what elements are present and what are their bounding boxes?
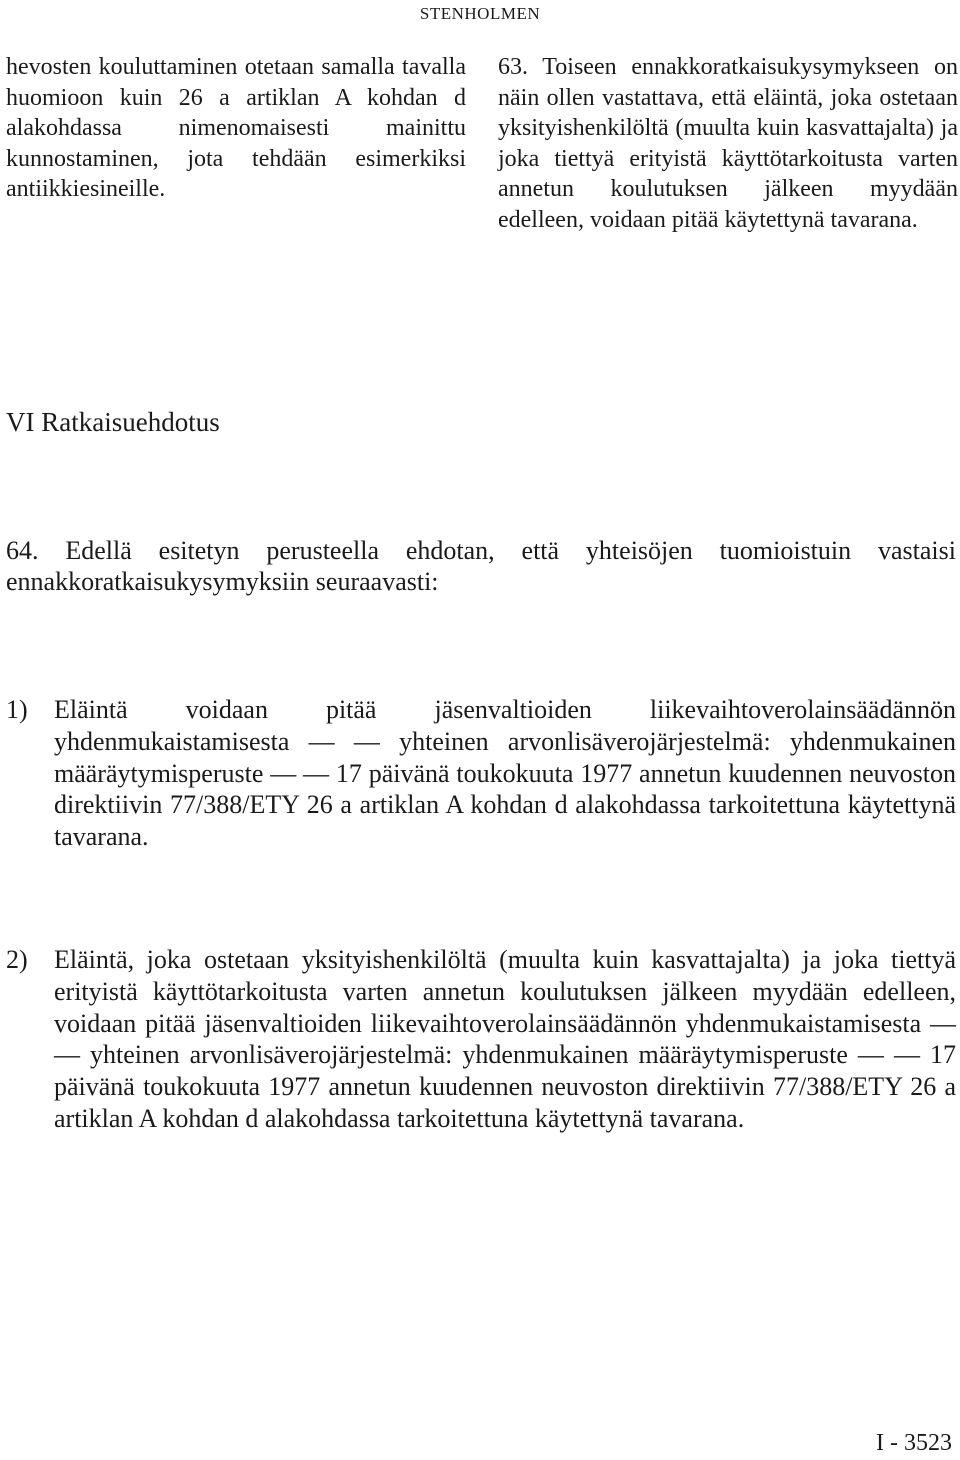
- answer-text: Eläintä voidaan pitää jäsenvaltioiden liikevaihtoverolainsäädännön yhdenmukaistamisesta — — yhteinen arvonlisäverojärjestelmä: yhdenmukainen määräytymisperuste — — 17 päivänä toukokuuta 1977 annetun kuudennen neuvoston direktiivin 77/388/ETY 26 a artiklan A kohdan d alakohdassa tarkoitettuna käytettynä tavarana.: [54, 695, 956, 852]
- answer-item-1: [6, 694, 956, 853]
- section-heading: VI Ratkaisuehdotus: [6, 407, 220, 437]
- left-column-paragraph: hevosten kouluttaminen otetaan samalla tavalla huomioon kuin 26 a artiklan A kohdan d alakohdassa nimenomaisesti mainittu kunnostaminen, jota tehdään esimerkiksi antiikkiesineille.: [6, 54, 466, 202]
- page-number: I - 3523: [876, 1430, 952, 1456]
- paragraph-63: 63. Toiseen ennakkoratkaisukysymykseen on näin ollen vastattava, että eläintä, joka ostetaan yksityishenkilöltä (muulta kuin kasvattajalta) ja joka tiettyä erityistä käyttötarkoitusta varten annetun koulutuksen jälkeen myydään edelleen, voidaan pitää käytettynä tavarana.: [498, 54, 958, 233]
- answer-item-2: [6, 944, 956, 1135]
- answer-number: 2): [6, 945, 28, 974]
- paragraph-64: 64. Edellä esitetyn perusteella ehdotan, että yhteisöjen tuomioistuin vastaisi ennakkoratkaisukysymyksiin seuraavasti:: [6, 536, 956, 596]
- answer-number: 1): [6, 695, 28, 724]
- answer-text: Eläintä, joka ostetaan yksityishenkilöltä (muulta kuin kasvattajalta) ja joka tiettyä erityistä käyttötarkoitusta varten annetun koulutuksen jälkeen myydään edelleen, voidaan pitää jäsenvaltioiden liikevaihtoverolainsäädännön yhdenmukaistamisesta — — yhteinen arvonlisäverojärjestelmä: yhdenmukainen määräytymisperuste — — 17 päivänä toukokuuta 1977 annetun kuudennen neuvoston direktiivin 77/388/ETY 26 a artiklan A kohdan d alakohdassa tarkoitettuna käytettynä tavarana.: [54, 945, 956, 1133]
- running-header: STENHOLMEN: [419, 4, 541, 23]
